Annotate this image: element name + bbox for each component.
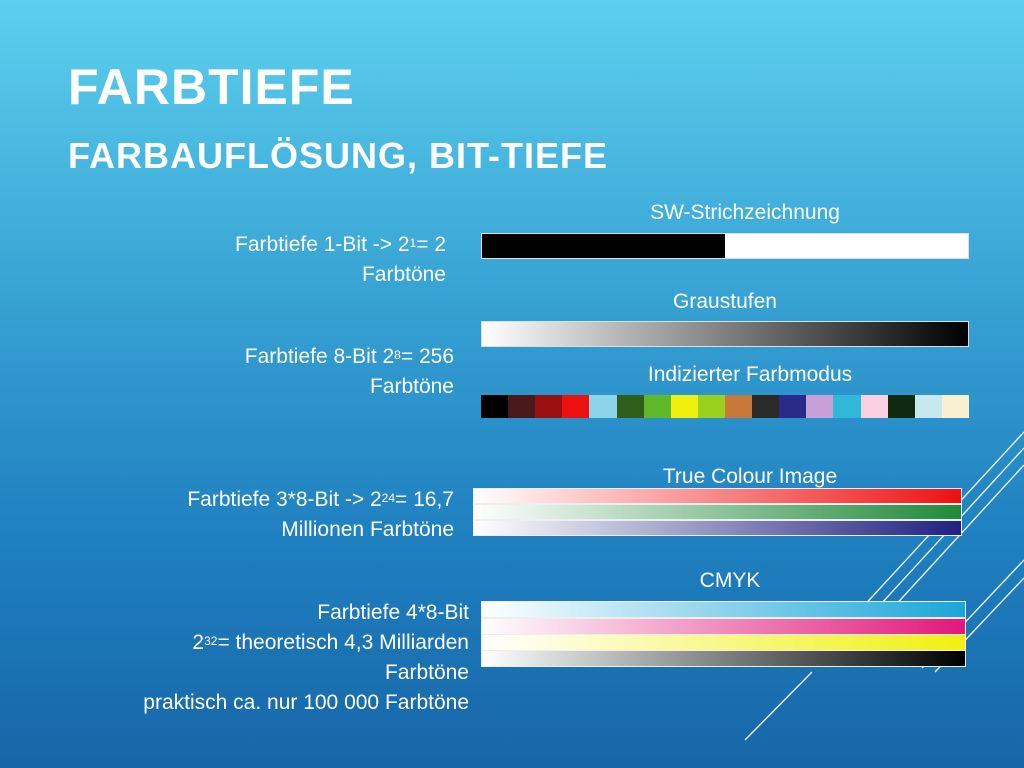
color-swatch-9: [725, 395, 752, 418]
color-swatch-7: [671, 395, 698, 418]
color-swatch-4: [589, 395, 616, 418]
label-gray: Graustufen: [673, 290, 777, 313]
label-true-colour: True Colour Image: [662, 465, 838, 488]
color-swatch-17: [942, 395, 969, 418]
grayscale-bar: [481, 321, 969, 347]
blue-gradient-bar: [473, 520, 962, 536]
magenta-gradient-bar: [481, 618, 966, 635]
label-bw: SW-Strichzeichnung: [650, 201, 840, 224]
color-swatch-1: [508, 395, 535, 418]
desc-8-bit: Farbtiefe 8-Bit $2^8= 256$ Farbtöne: [244, 345, 454, 398]
color-swatch-0: [481, 395, 508, 418]
black-gradient-bar: [481, 650, 966, 667]
color-swatch-14: [861, 395, 888, 418]
desc-cmyk: Farbtiefe 4*8-Bit $2^{32}=$ theoretisch 4,3 Milliarden Farbtöne praktisch ca. nur 100 000 Farbtöne: [143, 601, 469, 714]
color-swatch-2: [535, 395, 562, 418]
cyan-gradient-bar: [481, 601, 966, 618]
yellow-gradient-bar: [481, 634, 966, 651]
color-swatch-12: [806, 395, 833, 418]
color-swatch-13: [833, 395, 860, 418]
label-cmyk: CMYK: [699, 569, 761, 592]
desc-true-colour: Farbtiefe $3*8-Bit -> 2^{24}= 16,7$ Millionen Farbtöne: [187, 488, 454, 541]
color-swatch-10: [752, 395, 779, 418]
color-swatch-15: [888, 395, 915, 418]
desc-1-bit: Farbtiefe $1-Bit -> 2^1= 2$ Farbtöne: [235, 233, 446, 286]
indexed-color-swatches: [481, 395, 969, 418]
color-swatch-5: [617, 395, 644, 418]
slide-subtitle: FARBAUFLÖSUNG, BIT-TIEFE: [68, 135, 608, 176]
color-swatch-3: [562, 395, 589, 418]
color-swatch-6: [644, 395, 671, 418]
color-swatch-8: [698, 395, 725, 418]
color-swatch-11: [779, 395, 806, 418]
red-gradient-bar: [473, 488, 962, 504]
bw-bar: [481, 233, 969, 259]
green-gradient-bar: [473, 504, 962, 520]
slide-title: FARBTIEFE: [68, 59, 355, 115]
color-swatch-16: [915, 395, 942, 418]
label-indexed: Indizierter Farbmodus: [647, 363, 853, 386]
